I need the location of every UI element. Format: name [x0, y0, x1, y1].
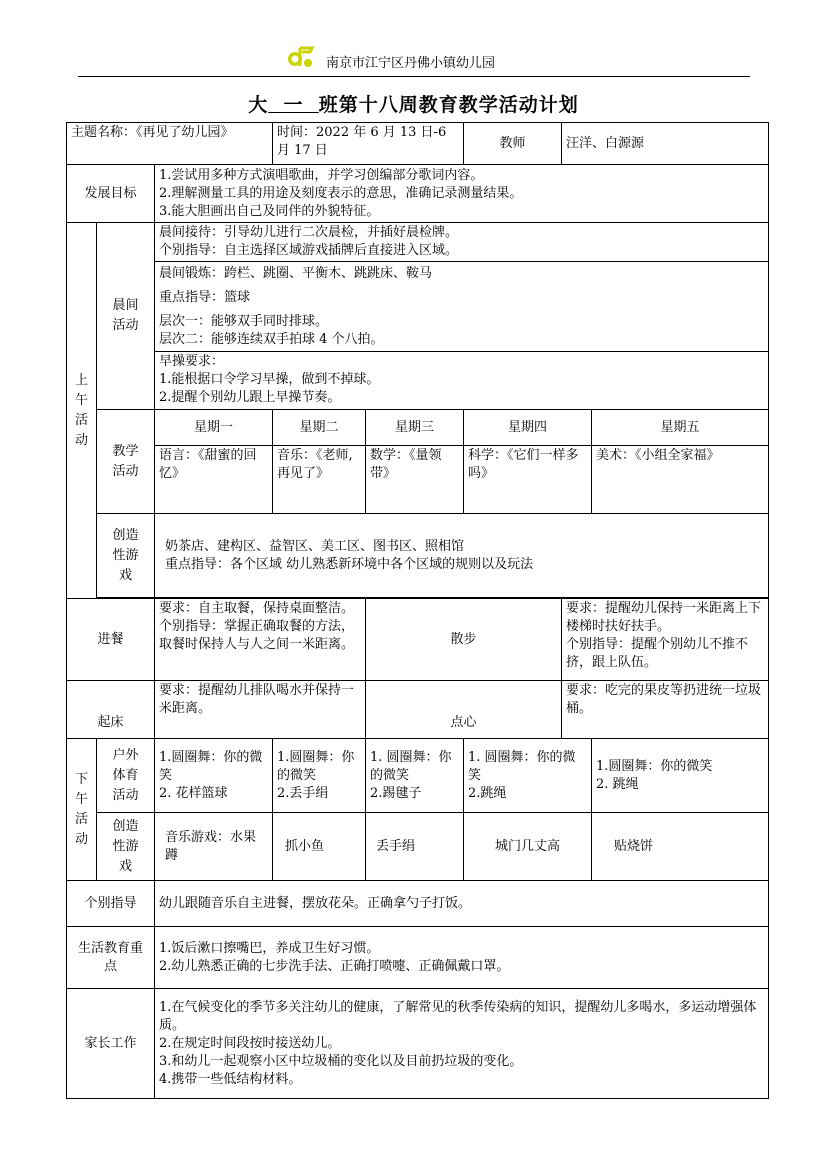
- day-friday: 星期五: [592, 410, 769, 446]
- individual-text: 幼儿跟随音乐自主进餐，摆放花朵。正确拿勺子打饭。: [155, 881, 769, 927]
- outdoor-monday: 1.圆圈舞：你的微笑 2. 花样篮球: [155, 739, 273, 813]
- wake-text: 要求：提醒幼儿排队喝水并保持一米距离。: [155, 681, 366, 739]
- snack-label: 点心: [366, 681, 562, 739]
- day-tuesday: 星期二: [273, 410, 366, 446]
- morning-activity-label: 晨间活动: [97, 223, 155, 410]
- lesson-wednesday: 数学：《量领带》: [366, 446, 464, 514]
- afternoon-label: 下午活动: [67, 739, 97, 881]
- org-name: 南京市江宁区丹佛小镇幼儿园: [326, 56, 496, 71]
- class-number: 一: [283, 94, 304, 116]
- teaching-label: 教学活动: [97, 410, 155, 514]
- kindergarten-logo: [286, 44, 316, 70]
- meal-label: 进餐: [67, 599, 155, 681]
- walk-label: 散步: [366, 599, 562, 681]
- day-thursday: 星期四: [464, 410, 592, 446]
- meal-text: 要求：自主取餐，保持桌面整洁。 个别指导：掌握正确取餐的方法，取餐时保持人与人之间一米距离。: [155, 599, 366, 681]
- morning-exercise: 晨间锻炼：跨栏、跳圈、平衡木、跳跳床、鞍马 重点指导：篮球 层次一：能够双手同时排球。 层次二：能够连续双手拍球 4 个八拍。: [155, 262, 769, 352]
- day-monday: 星期一: [155, 410, 273, 446]
- goals-list: 1.尝试用多种方式演唱歌曲，并学习创编部分歌词内容。 2.理解测量工具的用途及刻度表示的意思，准确记录测量结果。 3.能大胆画出自己及同伴的外貌特征。: [155, 165, 769, 223]
- snack-text: 要求：吃完的果皮等扔进统一垃圾桶。: [562, 681, 769, 739]
- pm-creative-thursday: 城门几丈高: [464, 813, 592, 881]
- lesson-monday: 语言：《甜蜜的回忆》: [155, 446, 273, 514]
- wake-label: 起床: [67, 681, 155, 739]
- teacher-label: 教师: [464, 123, 562, 165]
- outdoor-thursday: 1. 圆圈舞：你的微笑 2.跳绳: [464, 739, 592, 813]
- day-wednesday: 星期三: [366, 410, 464, 446]
- time-range: 时间：2022 年 6 月 13 日-6 月 17 日: [273, 123, 464, 165]
- pm-creative-tuesday: 抓小鱼: [273, 813, 366, 881]
- individual-label: 个别指导: [67, 881, 155, 927]
- life-items: 1.饭后漱口擦嘴巴，养成卫生好习惯。 2.幼儿熟悉正确的七步洗手法、正确打喷嚏、正确佩戴口罩。: [155, 927, 769, 989]
- outdoor-wednesday: 1. 圆圈舞：你的微笑 2.踢毽子: [366, 739, 464, 813]
- goals-label: 发展目标: [67, 165, 155, 223]
- afternoon-creative-label: 创造性游戏: [97, 813, 155, 881]
- parents-label: 家长工作: [67, 989, 155, 1099]
- page-header: [78, 40, 750, 77]
- teacher-names: 汪洋、白源源: [562, 123, 769, 165]
- pm-creative-wednesday: 丢手绢: [366, 813, 464, 881]
- walk-text: 要求：提醒幼儿保持一米距离上下楼梯时扶好扶手。 个别指导：提醒个别幼儿不推不挤，跟上队伍。: [562, 599, 769, 681]
- lesson-tuesday: 音乐：《老师,再见了》: [273, 446, 366, 514]
- outdoor-friday: 1.圆圈舞：你的微笑 2. 跳绳: [592, 739, 769, 813]
- parents-items: 1.在气候变化的季节多关注幼儿的健康，了解常见的秋季传染病的知识，提醒幼儿多喝水，多运动增强体质。 2.在规定时间段按时接送幼儿。 3.和幼儿一起观察小区中垃圾桶的变化以及目前扔垃圾的变化。 4.携带一些低结构材料。: [155, 989, 769, 1099]
- outdoor-label: 户外体育活动: [97, 739, 155, 813]
- life-label: 生活教育重 点: [67, 927, 155, 989]
- pm-creative-monday: 音乐游戏：水果蹲: [155, 813, 273, 881]
- morning-reception: 晨间接待：引导幼儿进行二次晨检，并插好晨检牌。 个别指导：自主选择区域游戏插牌后直接进入区域。: [155, 223, 769, 262]
- morning-label: 上午活动: [67, 223, 97, 599]
- creative-games: 奶茶店、建构区、益智区、美工区、图书区、照相馆 重点指导：各个区域 幼儿熟悉新环境中各个区域的规则以及玩法: [155, 514, 769, 598]
- page-title: 大 一 班第十八周教育教学活动计划: [248, 94, 579, 116]
- plan-table: [66, 122, 769, 1099]
- lesson-thursday: 科学：《它们一样多吗》: [464, 446, 592, 514]
- pm-creative-friday: 贴烧饼: [592, 813, 769, 881]
- creative-label: 创造性游戏: [97, 514, 155, 598]
- theme-name: 主题名称：《再见了幼儿园》: [67, 123, 273, 165]
- lesson-friday: 美术：《小组全家福》: [592, 446, 769, 514]
- morning-drill: 早操要求： 1.能根据口令学习早操，做到不掉球。 2.提醒个别幼儿跟上早操节奏。: [155, 352, 769, 410]
- outdoor-tuesday: 1.圆圈舞：你的微笑 2.丢手绢: [273, 739, 366, 813]
